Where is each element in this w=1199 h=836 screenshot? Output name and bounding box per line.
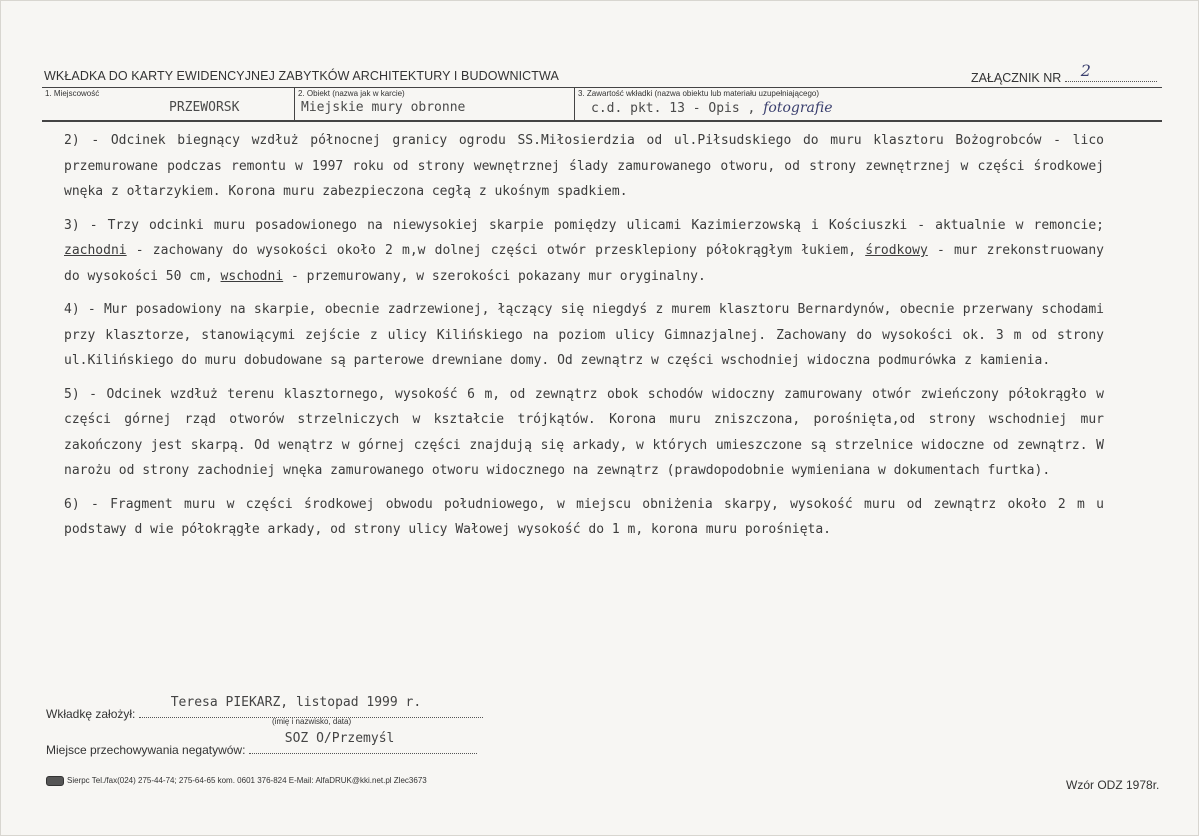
annex-number: 2 [1080, 61, 1091, 80]
header-fields-table [42, 87, 1162, 122]
p3-text-b: - zachowany do wysokości około 2 m,w dolnej części otwór przesklepiony półokrągłym łukiem, [135, 243, 857, 258]
p3-east-label: wschodni [220, 268, 284, 284]
founder-value: Teresa PIEKARZ, listopad 1999 r. [170, 695, 422, 710]
storage-dotted-line [249, 731, 477, 754]
locality-cell [42, 88, 294, 120]
content-value: c.d. pkt. 13 - Opis , [591, 101, 756, 116]
annex-label: ZAŁĄCZNIK NR [971, 71, 1062, 85]
object-value: Miejskie mury obronne [301, 100, 466, 115]
founder-line [46, 695, 483, 721]
annex-number-line [1065, 61, 1157, 82]
printer-info [46, 776, 427, 786]
printer-logo-icon [46, 776, 64, 786]
paragraph-4: 4) - Mur posadowiony na skarpie, obecnie zadrzewionej, łączący się niegdyś z murem klasztoru Bernardynów, obecnie przerwany schodami przy klasztorze, stanowiącymi zejście z ulicy Kilińskiego na poziom ulicy Gimnazjalnej. Zachowany do wysokości ok. 3 m od strony ul.Kilińskiego do muru dobudowane są parterowe drewniane domy. Od zewnątrz w części wschodniej widoczna podmurówka z kamienia. [64, 302, 1104, 368]
object-cell [294, 88, 575, 120]
locality-value: PRZEWORSK [169, 100, 240, 115]
paragraph-6: 6) - Fragment muru w części środkowej obwodu południowego, w miejscu obniżenia skarpy, wysokość muru od zewnątrz około 2 m u podstawy d wie półokrągłe arkady, od strony ulicy Wałowej wysokość do 1 m, korona muru porośnięta. [64, 496, 1104, 537]
object-label: 2. Obiekt (nazwa jak w karcie) [298, 89, 405, 98]
locality-label: 1. Miejscowość [45, 89, 100, 98]
content-label: 3. Zawartość wkładki (nazwa obiektu lub materiału uzupełniającego) [578, 89, 820, 98]
storage-value: SOZ O/Przemyśl [284, 731, 395, 746]
annex-number-field [971, 61, 1157, 85]
storage-line [46, 731, 477, 757]
content-cell [574, 88, 1163, 120]
form-model: Wzór ODZ 1978r. [1066, 778, 1160, 792]
p3-middle-label: środkowy [865, 243, 928, 258]
description-body [64, 128, 1104, 551]
paragraph-2: 2) - Odcinek biegnący wzdłuż północnej granicy ogrodu SS.Miłosierdzia od ul.Piłsudskiego do muru klasztoru Bożogrobców - lico przemurowane podczas remontu w 1997 roku od strony wewnętrznej ślady zamurowanego otworu, od strony zewnętrznej w części środkowej wnęka z ołtarzykiem. Korona muru zabezpieczona cegłą z ukośnym spadkiem. [64, 133, 1104, 199]
p3-west-label: zachodni [64, 243, 127, 258]
form-title: WKŁADKA DO KARTY EWIDENCYJNEJ ZABYTKÓW ARCHITEKTURY I BUDOWNICTWA [44, 69, 559, 83]
printer-text: Sierpc Tel./fax(024) 275-44-74; 275-64-65 kom. 0601 376-824 E-Mail: AlfaDRUK@kki.net.pl Zlec3673 [67, 776, 427, 786]
paragraph-5: 5) - Odcinek wzdłuż terenu klasztornego, wysokość 6 m, od zewnątrz obok schodów widoczny zamurowany otwór zwieńczony półokrągło w części górnej rząd otworów strzelniczych w kształcie trójkątów. Korona muru zniszczona, porośnięta,od strony wschodniej mur zakończony jest skarpą. Od wenątrz w górnej części znajdują się arkady, w których umieszczone są strzelnice widoczne od zewnątrz. W narożu od strony zachodniej wnęka zamurowanego otworu widocznego na zewnątrz (prawdopodobnie wymieniana w dokumentach furtka). [64, 386, 1104, 478]
content-handwritten: fotografie [763, 100, 833, 116]
paragraph-3 [64, 213, 1104, 290]
p3-text-a: 3) - Trzy odcinki muru posadowionego na niewysokiej skarpie pomiędzy ulicami Kazimierzowską i Kościuszki - aktualnie w remoncie; [64, 217, 1104, 233]
founder-sublabel: (imię i nazwisko, data) [272, 717, 352, 726]
founder-label: Wkładkę założył: [46, 707, 136, 721]
p3-text-d: - przemurowany, w szerokości pokazany mur oryginalny. [291, 268, 706, 284]
storage-label: Miejsce przechowywania negatywów: [46, 743, 246, 757]
p3-text-c: - mur zrekonstruowany do wysokości 50 cm, [64, 243, 1105, 284]
content-value-line [591, 100, 833, 116]
